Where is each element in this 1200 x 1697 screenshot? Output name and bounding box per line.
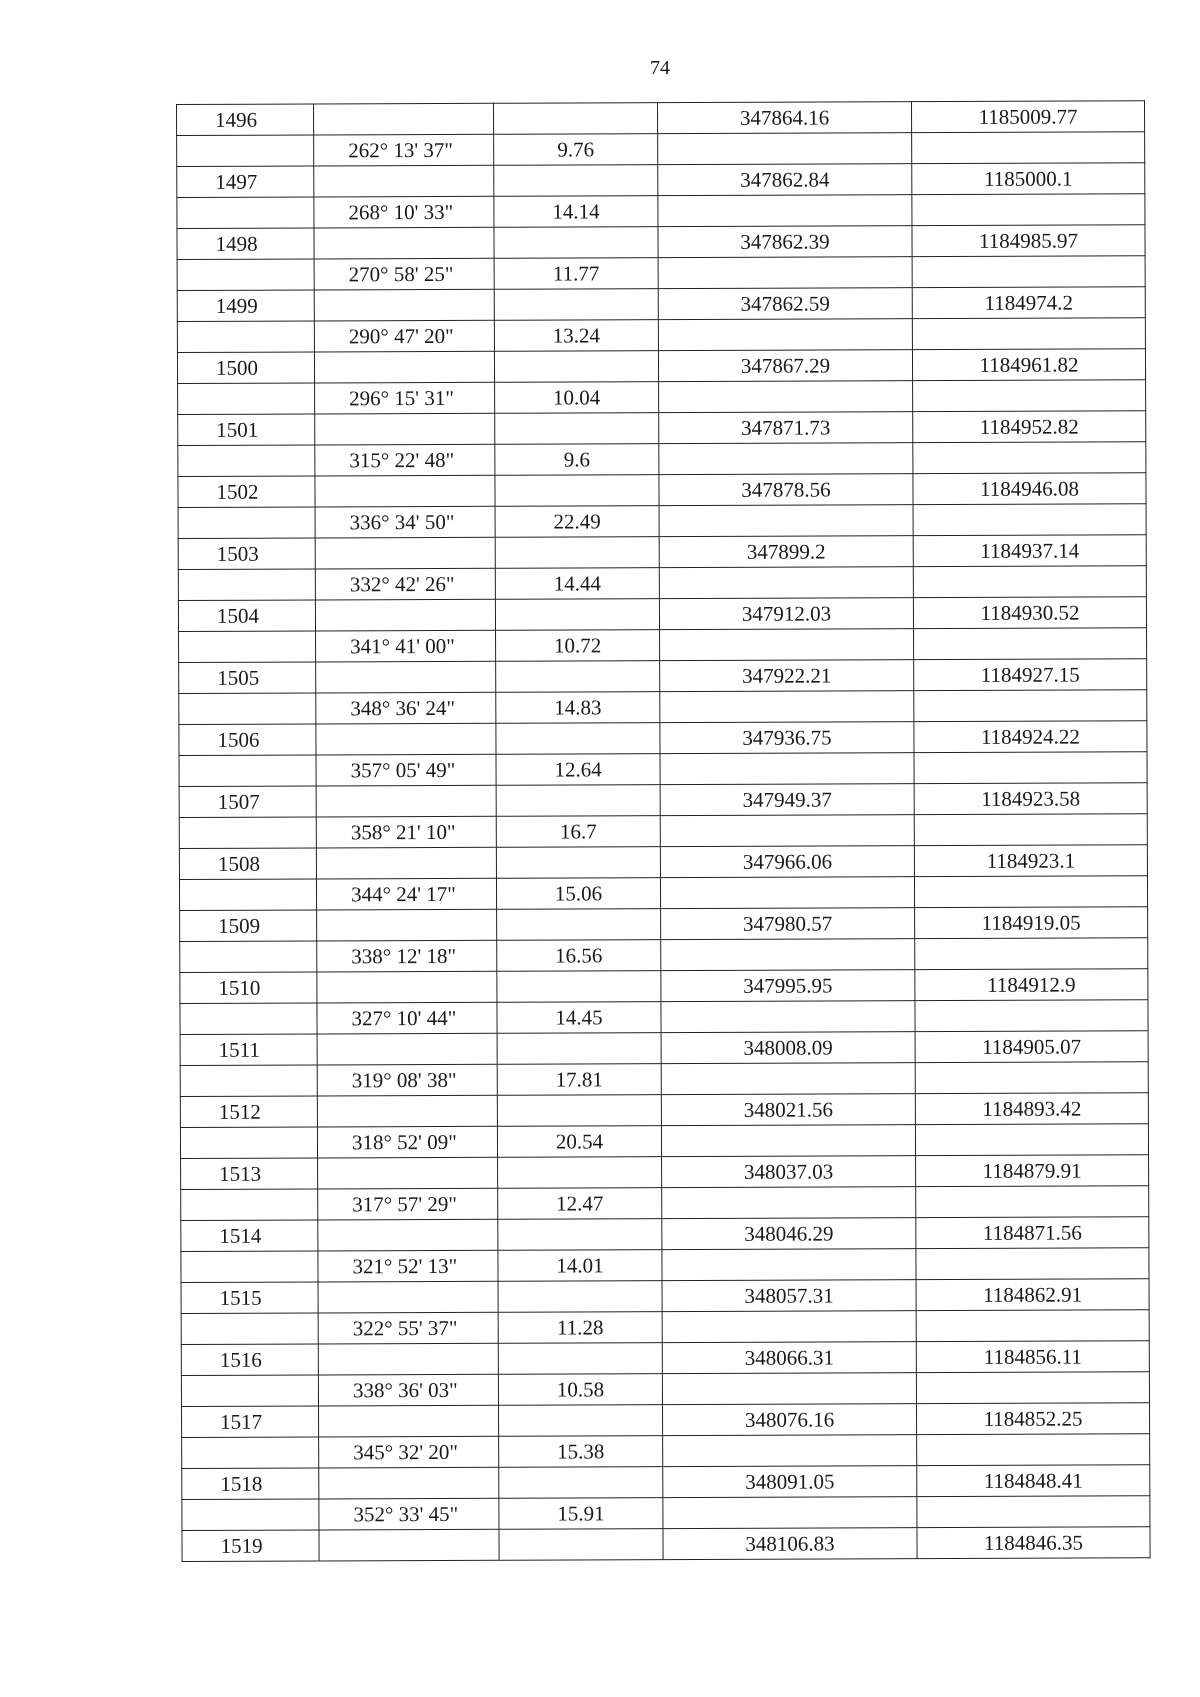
table-row-leg [178, 504, 1146, 539]
station-number: 1513 [181, 1158, 318, 1190]
table-row-station [181, 1279, 1149, 1314]
bearing-value: 336° 34' 50" [315, 506, 495, 538]
northing-coordinate: 347995.95 [661, 970, 915, 1002]
bearing-value: 332° 42' 26" [315, 568, 495, 600]
easting-coordinate: 1184952.82 [913, 411, 1146, 443]
easting-coordinate: 1184923.1 [914, 845, 1147, 877]
bearing-value: 290° 47' 20" [314, 320, 494, 352]
northing-empty [662, 1187, 916, 1219]
easting-empty [912, 132, 1145, 164]
station-empty [180, 1065, 317, 1097]
distance-empty [498, 1281, 662, 1313]
bearing-empty [316, 661, 496, 693]
distance-value: 12.64 [496, 754, 660, 786]
bearing-value: 270° 58' 25" [314, 258, 494, 290]
easting-coordinate: 1184985.97 [912, 225, 1145, 257]
distance-value: 20.54 [497, 1126, 661, 1158]
easting-empty [915, 938, 1148, 970]
bearing-value: 296° 15' 31" [315, 382, 495, 414]
table-row-station [178, 473, 1146, 508]
northing-coordinate: 348091.05 [663, 1466, 917, 1498]
distance-value: 10.72 [496, 630, 660, 662]
station-empty [181, 1189, 318, 1221]
northing-coordinate: 347899.2 [659, 536, 913, 568]
easting-empty [913, 380, 1146, 412]
easting-coordinate: 1184927.15 [914, 659, 1147, 691]
station-number: 1515 [181, 1282, 318, 1314]
table-row-station [178, 597, 1146, 632]
northing-coordinate: 347912.03 [659, 598, 913, 630]
table-row-station [178, 535, 1146, 570]
station-empty [182, 1437, 319, 1469]
easting-empty [914, 628, 1147, 660]
distance-empty [496, 723, 660, 755]
easting-empty [914, 814, 1147, 846]
easting-coordinate: 1184974.2 [912, 287, 1145, 319]
northing-coordinate: 348066.31 [662, 1342, 916, 1374]
table-row-leg [178, 442, 1146, 477]
table-row-leg [181, 1186, 1149, 1221]
northing-empty [660, 877, 914, 909]
bearing-empty [314, 103, 494, 135]
station-empty [179, 817, 316, 849]
northing-coordinate: 348076.16 [662, 1404, 916, 1436]
distance-value: 15.91 [499, 1498, 663, 1530]
northing-empty [663, 1435, 917, 1467]
easting-coordinate: 1184871.56 [916, 1217, 1149, 1249]
distance-empty [499, 1529, 663, 1561]
table-row-leg [179, 814, 1147, 849]
distance-value: 16.56 [497, 940, 661, 972]
table-row-leg [177, 256, 1145, 291]
northing-coordinate: 348057.31 [662, 1280, 916, 1312]
northing-empty [659, 567, 913, 599]
distance-empty [498, 1157, 662, 1189]
station-empty [181, 1375, 318, 1407]
station-empty [177, 321, 314, 353]
station-empty [182, 1499, 319, 1531]
station-number: 1512 [180, 1096, 317, 1128]
table-row-leg [179, 876, 1147, 911]
northing-empty [661, 1125, 915, 1157]
northing-empty [661, 1063, 915, 1095]
station-empty [180, 941, 317, 973]
distance-value: 10.58 [498, 1374, 662, 1406]
station-empty [179, 755, 316, 787]
distance-value: 17.81 [497, 1064, 661, 1096]
table-row-station [181, 1341, 1149, 1376]
table-row-leg [180, 938, 1148, 973]
easting-empty [915, 1124, 1148, 1156]
northing-coordinate: 347862.39 [658, 226, 912, 258]
easting-empty [916, 1248, 1149, 1280]
bearing-empty [316, 785, 496, 817]
easting-coordinate: 1184848.41 [917, 1465, 1150, 1497]
bearing-empty [314, 351, 494, 383]
bearing-value: 352° 33' 45" [319, 1498, 499, 1530]
station-empty [181, 1251, 318, 1283]
bearing-empty [319, 1405, 499, 1437]
distance-empty [499, 1467, 663, 1499]
northing-coordinate: 347949.37 [660, 784, 914, 816]
bearing-value: 321° 52' 13" [318, 1250, 498, 1282]
bearing-value: 348° 36' 24" [316, 692, 496, 724]
northing-empty [660, 629, 914, 661]
easting-empty [915, 1062, 1148, 1094]
distance-value: 12.47 [498, 1188, 662, 1220]
distance-empty [495, 599, 659, 631]
station-number: 1517 [182, 1406, 319, 1438]
northing-coordinate: 348021.56 [661, 1094, 915, 1126]
easting-empty [914, 690, 1147, 722]
station-number: 1502 [178, 476, 315, 508]
easting-coordinate: 1185009.77 [911, 101, 1144, 133]
easting-empty [913, 504, 1146, 536]
table-row-station [182, 1465, 1150, 1500]
bearing-empty [314, 289, 494, 321]
station-empty [177, 135, 314, 167]
bearing-value: 344° 24' 17" [316, 878, 496, 910]
table-row-station [180, 1031, 1148, 1066]
table-row-leg [181, 1248, 1149, 1283]
table-row-station [181, 1217, 1149, 1252]
easting-coordinate: 1184879.91 [916, 1155, 1149, 1187]
bearing-empty [314, 165, 494, 197]
table-row-leg [181, 1310, 1149, 1345]
station-empty [178, 383, 315, 415]
table-row-leg [180, 1062, 1148, 1097]
northing-empty [659, 381, 913, 413]
northing-empty [658, 133, 912, 165]
distance-empty [496, 785, 660, 817]
station-number: 1497 [177, 166, 314, 198]
table-row-station [177, 225, 1145, 260]
station-empty [179, 693, 316, 725]
northing-empty [662, 1311, 916, 1343]
distance-empty [495, 537, 659, 569]
distance-value: 10.04 [495, 382, 659, 414]
distance-value: 14.44 [495, 568, 659, 600]
bearing-empty [315, 599, 495, 631]
easting-empty [916, 1186, 1149, 1218]
table-row-leg [178, 380, 1146, 415]
easting-empty [915, 1000, 1148, 1032]
northing-coordinate: 348046.29 [662, 1218, 916, 1250]
station-empty [177, 197, 314, 229]
bearing-value: 268° 10' 33" [314, 196, 494, 228]
northing-coordinate: 347862.59 [658, 288, 912, 320]
easting-coordinate: 1184856.11 [916, 1341, 1149, 1373]
northing-empty [662, 1249, 916, 1281]
station-number: 1503 [178, 538, 315, 570]
northing-coordinate: 348008.09 [661, 1032, 915, 1064]
table-row-leg [180, 1000, 1148, 1035]
station-number: 1505 [179, 662, 316, 694]
easting-coordinate: 1184912.9 [915, 969, 1148, 1001]
bearing-empty [319, 1467, 499, 1499]
table-row-station [177, 349, 1145, 384]
bearing-value: 315° 22' 48" [315, 444, 495, 476]
easting-coordinate: 1184930.52 [913, 597, 1146, 629]
distance-empty [494, 289, 658, 321]
easting-coordinate: 1184946.08 [913, 473, 1146, 505]
survey-table [176, 100, 1151, 1562]
northing-coordinate: 348037.03 [662, 1156, 916, 1188]
station-empty [178, 569, 315, 601]
table-row-station [182, 1403, 1150, 1438]
bearing-value: 317° 57' 29" [318, 1188, 498, 1220]
easting-empty [912, 318, 1145, 350]
easting-coordinate: 1184924.22 [914, 721, 1147, 753]
station-number: 1500 [177, 352, 314, 384]
easting-coordinate: 1184937.14 [913, 535, 1146, 567]
station-number: 1504 [178, 600, 315, 632]
easting-coordinate: 1184862.91 [916, 1279, 1149, 1311]
station-number: 1510 [180, 972, 317, 1004]
station-empty [179, 631, 316, 663]
bearing-empty [315, 475, 495, 507]
bearing-empty [317, 1095, 497, 1127]
northing-empty [660, 753, 914, 785]
table-row-leg [177, 194, 1145, 229]
distance-empty [498, 1343, 662, 1375]
easting-coordinate: 1185000.1 [912, 163, 1145, 195]
northing-empty [658, 195, 912, 227]
northing-empty [658, 257, 912, 289]
easting-empty [913, 566, 1146, 598]
station-number: 1508 [179, 848, 316, 880]
table-row-station [181, 1155, 1149, 1190]
station-empty [180, 1003, 317, 1035]
bearing-empty [319, 1529, 499, 1561]
station-number: 1507 [179, 786, 316, 818]
station-empty [179, 879, 316, 911]
bearing-value: 341° 41' 00" [316, 630, 496, 662]
table-row-station [180, 1093, 1148, 1128]
distance-value: 14.83 [496, 692, 660, 724]
distance-value: 11.77 [494, 258, 658, 290]
bearing-empty [318, 1219, 498, 1251]
distance-empty [498, 1405, 662, 1437]
bearing-empty [316, 723, 496, 755]
easting-coordinate: 1184923.58 [914, 783, 1147, 815]
northing-coordinate: 347871.73 [659, 412, 913, 444]
station-number: 1511 [180, 1034, 317, 1066]
table-row-station [177, 101, 1145, 136]
easting-empty [912, 194, 1145, 226]
distance-value: 16.7 [496, 816, 660, 848]
northing-empty [660, 815, 914, 847]
table-row-station [179, 845, 1147, 880]
northing-coordinate: 347878.56 [659, 474, 913, 506]
table-row-leg [179, 628, 1147, 663]
northing-coordinate: 347966.06 [660, 846, 914, 878]
distance-value: 15.06 [496, 878, 660, 910]
table-row-station [177, 287, 1145, 322]
easting-coordinate: 1184852.25 [916, 1403, 1149, 1435]
northing-coordinate: 348106.83 [663, 1528, 917, 1560]
northing-empty [659, 443, 913, 475]
northing-coordinate: 347936.75 [660, 722, 914, 754]
distance-value: 11.28 [498, 1312, 662, 1344]
bearing-empty [316, 847, 496, 879]
easting-coordinate: 1184846.35 [917, 1527, 1150, 1559]
page-number: 74 [650, 57, 670, 79]
distance-empty [494, 165, 658, 197]
distance-empty [498, 1219, 662, 1251]
distance-empty [495, 475, 659, 507]
table-row-leg [182, 1496, 1150, 1531]
table-row-leg [177, 132, 1145, 167]
easting-empty [914, 752, 1147, 784]
easting-empty [913, 442, 1146, 474]
table-row-leg [179, 752, 1147, 787]
station-number: 1506 [179, 724, 316, 756]
distance-empty [496, 661, 660, 693]
table-row-station [179, 659, 1147, 694]
bearing-empty [318, 1343, 498, 1375]
station-number: 1518 [182, 1468, 319, 1500]
easting-coordinate: 1184919.05 [915, 907, 1148, 939]
station-number: 1498 [177, 228, 314, 260]
bearing-empty [314, 227, 494, 259]
station-number: 1501 [178, 414, 315, 446]
northing-empty [661, 939, 915, 971]
station-number: 1516 [181, 1344, 318, 1376]
bearing-value: 319° 08' 38" [317, 1064, 497, 1096]
table-body [177, 101, 1151, 1562]
northing-empty [658, 319, 912, 351]
distance-empty [497, 909, 661, 941]
northing-empty [659, 505, 913, 537]
distance-value: 9.6 [495, 444, 659, 476]
bearing-value: 262° 13' 37" [314, 134, 494, 166]
distance-empty [494, 227, 658, 259]
station-empty [177, 259, 314, 291]
bearing-value: 327° 10' 44" [317, 1002, 497, 1034]
table-row-leg [180, 1124, 1148, 1159]
distance-empty [497, 1033, 661, 1065]
station-empty [180, 1127, 317, 1159]
easting-coordinate: 1184961.82 [912, 349, 1145, 381]
distance-value: 9.76 [494, 134, 658, 166]
table-row-station [179, 721, 1147, 756]
northing-empty [662, 1373, 916, 1405]
table-row-station [177, 163, 1145, 198]
bearing-empty [317, 909, 497, 941]
distance-empty [497, 971, 661, 1003]
station-empty [178, 445, 315, 477]
easting-empty [916, 1310, 1149, 1342]
distance-value: 13.24 [494, 320, 658, 352]
table-row-station [178, 411, 1146, 446]
northing-empty [663, 1497, 917, 1529]
bearing-value: 358° 21' 10" [316, 816, 496, 848]
easting-empty [917, 1496, 1150, 1528]
northing-empty [661, 1001, 915, 1033]
station-empty [178, 507, 315, 539]
distance-value: 15.38 [499, 1436, 663, 1468]
easting-coordinate: 1184905.07 [915, 1031, 1148, 1063]
table-row-leg [177, 318, 1145, 353]
northing-coordinate: 347867.29 [658, 350, 912, 382]
bearing-empty [318, 1157, 498, 1189]
station-number: 1509 [180, 910, 317, 942]
distance-value: 14.01 [498, 1250, 662, 1282]
northing-coordinate: 347864.16 [657, 102, 911, 134]
table-row-station [180, 969, 1148, 1004]
northing-empty [660, 691, 914, 723]
bearing-value: 338° 36' 03" [318, 1374, 498, 1406]
distance-empty [497, 1095, 661, 1127]
bearing-value: 345° 32' 20" [319, 1436, 499, 1468]
easting-empty [917, 1434, 1150, 1466]
table-row-leg [179, 690, 1147, 725]
table-row-station [180, 907, 1148, 942]
northing-coordinate: 347922.21 [660, 660, 914, 692]
bearing-value: 318° 52' 09" [317, 1126, 497, 1158]
table-row-leg [181, 1372, 1149, 1407]
bearing-value: 357° 05' 49" [316, 754, 496, 786]
bearing-empty [315, 537, 495, 569]
table-row-station [182, 1527, 1150, 1562]
station-number: 1496 [177, 104, 314, 136]
station-number: 1499 [177, 290, 314, 322]
station-number: 1514 [181, 1220, 318, 1252]
bearing-empty [317, 1033, 497, 1065]
bearing-empty [315, 413, 495, 445]
distance-empty [496, 847, 660, 879]
station-number: 1519 [182, 1530, 319, 1562]
bearing-empty [318, 1281, 498, 1313]
distance-empty [494, 351, 658, 383]
distance-value: 14.45 [497, 1002, 661, 1034]
station-empty [181, 1313, 318, 1345]
easting-empty [916, 1372, 1149, 1404]
distance-empty [495, 413, 659, 445]
bearing-value: 338° 12' 18" [317, 940, 497, 972]
northing-coordinate: 347862.84 [658, 164, 912, 196]
distance-value: 22.49 [495, 506, 659, 538]
table-row-station [179, 783, 1147, 818]
table-row-leg [178, 566, 1146, 601]
easting-empty [912, 256, 1145, 288]
easting-coordinate: 1184893.42 [915, 1093, 1148, 1125]
distance-value: 14.14 [494, 196, 658, 228]
distance-empty [493, 103, 657, 135]
table-row-leg [182, 1434, 1150, 1469]
northing-coordinate: 347980.57 [661, 908, 915, 940]
bearing-empty [317, 971, 497, 1003]
easting-empty [914, 876, 1147, 908]
bearing-value: 322° 55' 37" [318, 1312, 498, 1344]
